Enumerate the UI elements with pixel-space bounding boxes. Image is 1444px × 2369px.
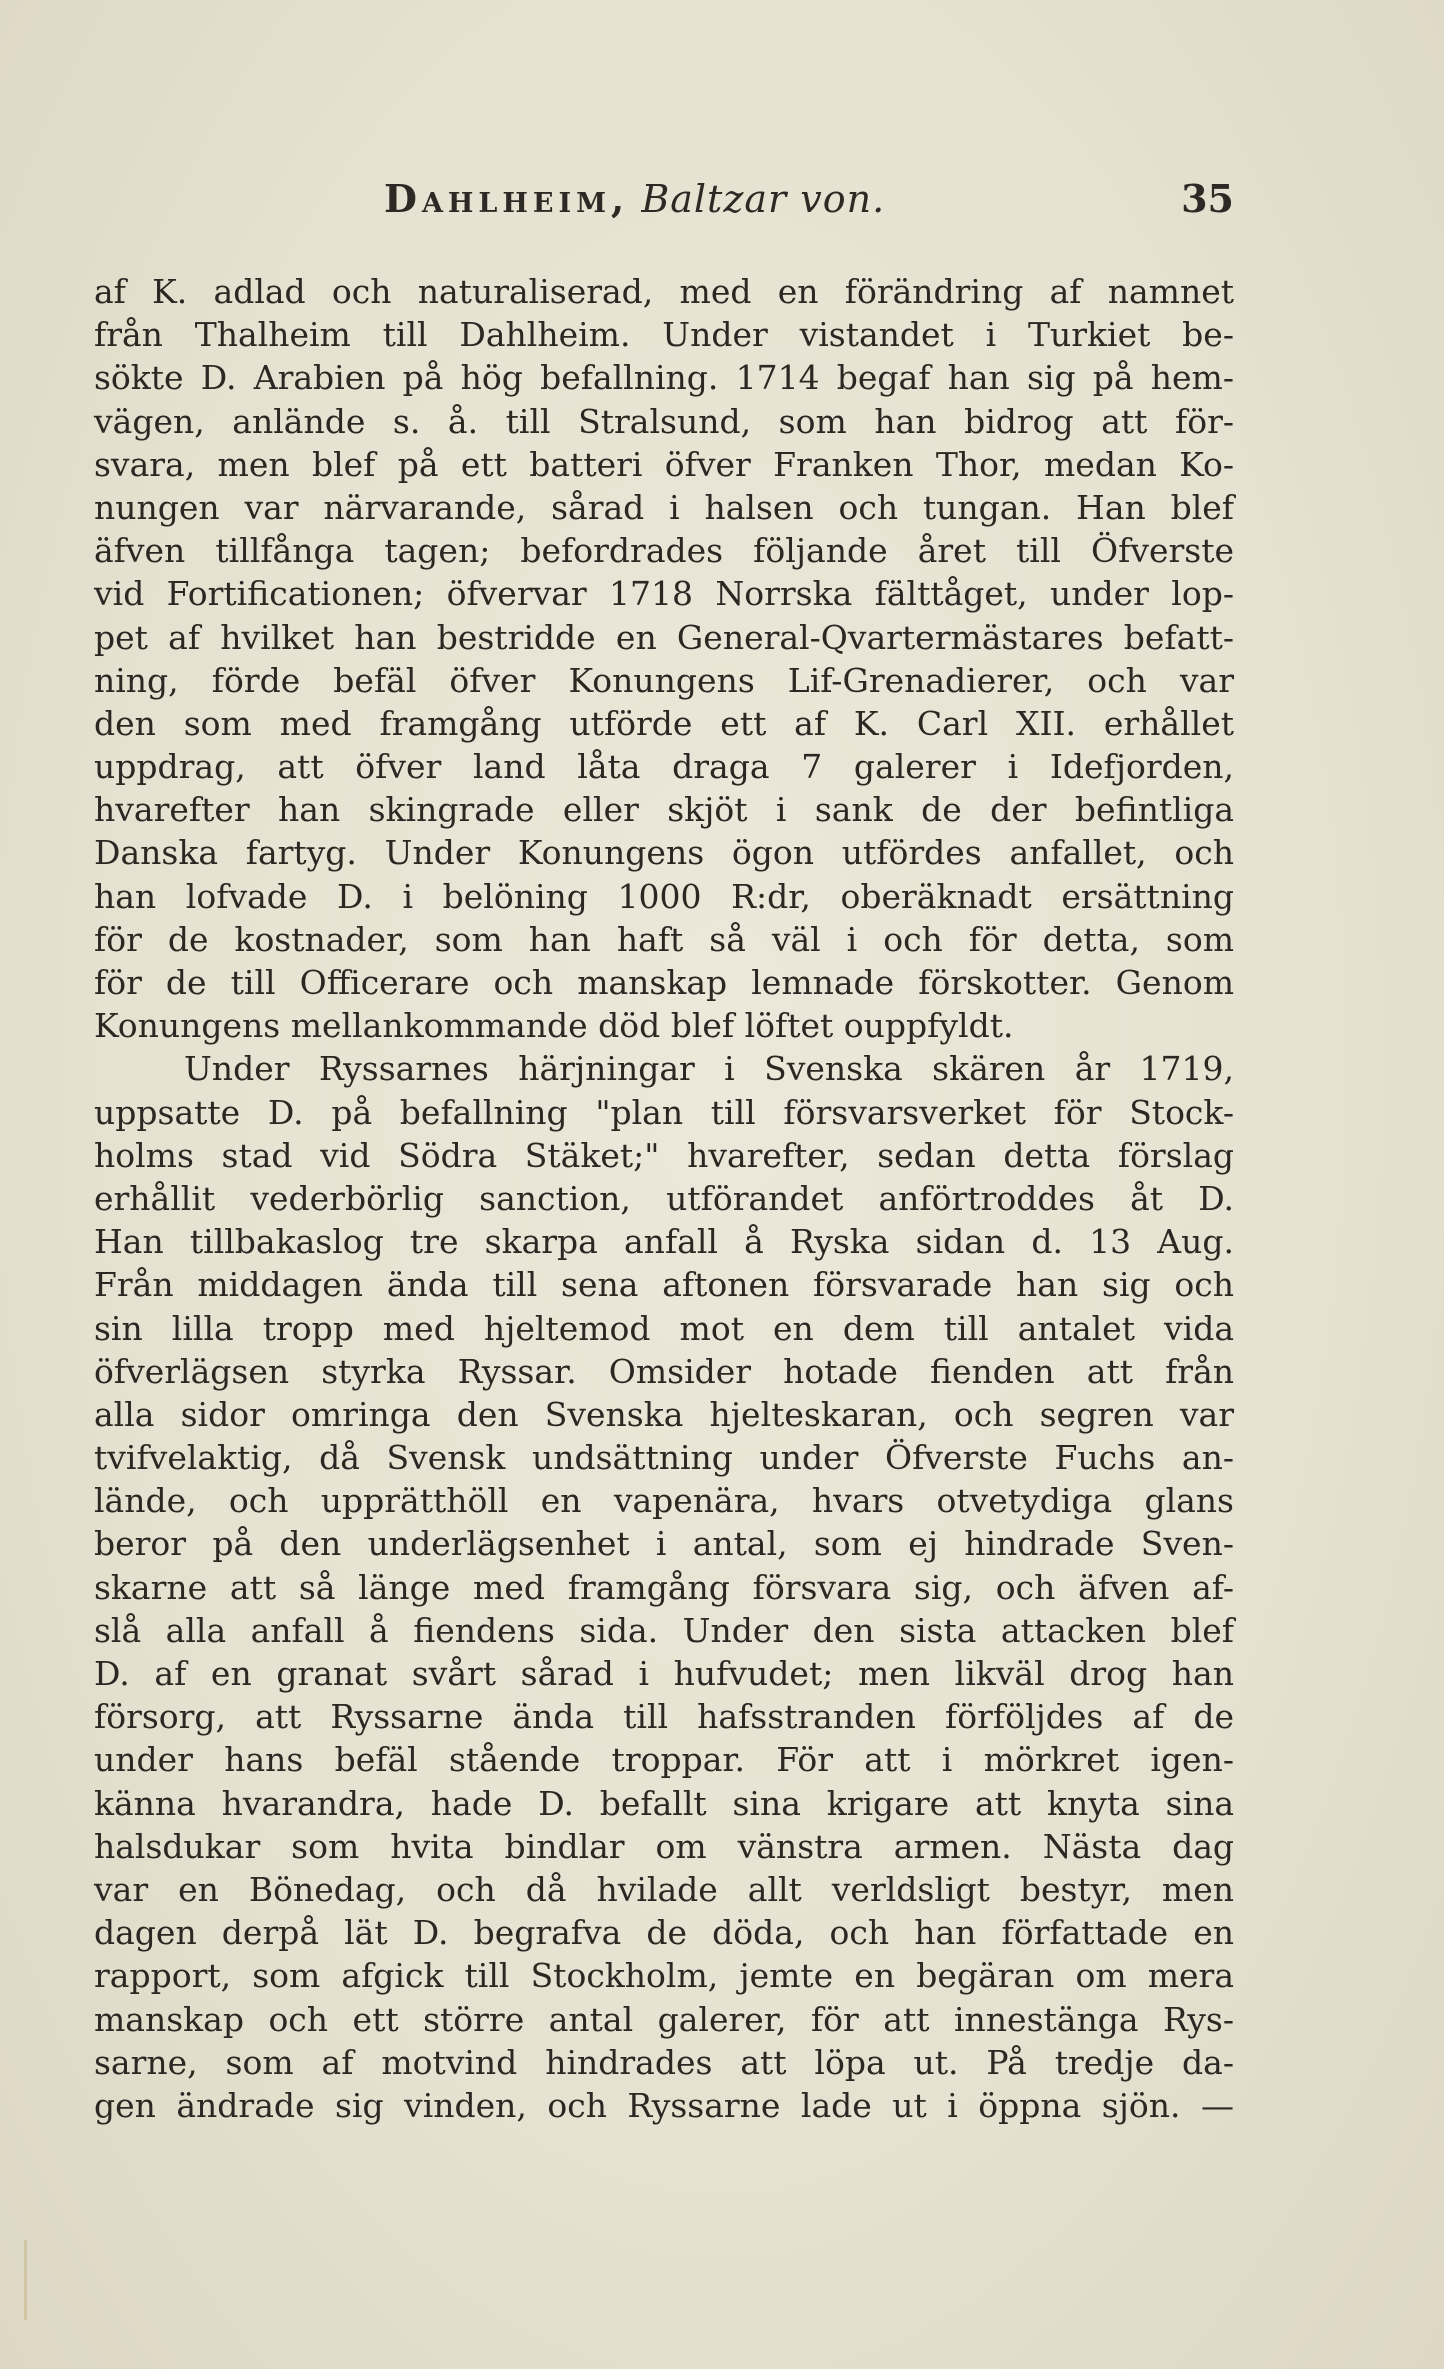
text-line: för de till Officerare och manskap lemnade förskotter. Genom bbox=[94, 963, 1234, 1002]
text-line: ning, förde befäl öfver Konungens Lif-Grenadierer, och var bbox=[94, 660, 1234, 700]
text-line: den som med framgång utförde ett af K. Carl XII. erhållet bbox=[94, 703, 1234, 743]
text-line: hvarefter han skingrade eller skjöt i sank de der befintliga bbox=[94, 790, 1234, 830]
text-line: pet af hvilket han bestridde en General-Qvartermästares befatt- bbox=[94, 617, 1234, 657]
text-line: uppdrag, att öfver land låta draga 7 galerer i Idefjorden, bbox=[94, 747, 1234, 787]
text-line: sarne, som af motvind hindrades att löpa ut. På tredje da- bbox=[94, 2042, 1234, 2082]
text-line: svara, men blef på ett batteri öfver Franken Thor, medan Ko- bbox=[94, 444, 1234, 484]
text-line: sökte D. Arabien på hög befallning. 1714 begaf han sig på hem- bbox=[94, 358, 1234, 398]
text-line: manskap och ett större antal galerer, för att innestänga Rys- bbox=[94, 1999, 1234, 2039]
text-line: slå alla anfall å fiendens sida. Under den sista attacken blef bbox=[94, 1610, 1234, 1650]
text-line: Konungens mellankommande död blef löftet ouppfyldt. bbox=[94, 1006, 1014, 1046]
text-line: skarne att så länge med framgång försvara sig, och äfven af- bbox=[94, 1567, 1234, 1607]
text-line: D. af en granat svårt sårad i hufvudet; men likväl drog han bbox=[94, 1654, 1234, 1693]
text-line: Han tillbakaslog tre skarpa anfall å Ryska sidan d. 13 Aug. bbox=[94, 1222, 1234, 1262]
text-line: beror på den underlägsenhet i antal, som ej hindrade Sven- bbox=[94, 1524, 1234, 1564]
text-line: halsdukar som hvita bindlar om vänstra armen. Nästa dag bbox=[94, 1826, 1234, 1866]
paper-stain bbox=[24, 2240, 27, 2320]
text-line: Under Ryssarnes härjningar i Svenska skären år 1719, bbox=[184, 1049, 1234, 1089]
text-line: af K. adlad och naturaliserad, med en förändring af namnet bbox=[94, 272, 1234, 311]
text-line: lände, och upprätthöll en vapenära, hvars otvetydiga glans bbox=[94, 1481, 1234, 1521]
running-head bbox=[384, 176, 885, 221]
text-line: holms stad vid Södra Stäket;" hvarefter, sedan detta förslag bbox=[94, 1135, 1234, 1175]
text-line: uppsatte D. på befallning "plan till försvarsverket för Stock- bbox=[94, 1092, 1234, 1132]
text-line: vid Fortificationen; öfvervar 1718 Norrska fälttåget, under lop- bbox=[94, 574, 1234, 614]
page-header bbox=[94, 176, 1234, 236]
text-line: under hans befäl stående troppar. För att i mörkret igen- bbox=[94, 1740, 1234, 1780]
text-line: rapport, som afgick till Stockholm, jemte en begäran om mera bbox=[94, 1956, 1234, 1996]
text-line: han lofvade D. i belöning 1000 R:dr, oberäknadt ersättning bbox=[94, 876, 1234, 916]
text-line: försorg, att Ryssarne ända till hafsstranden förföljdes af de bbox=[94, 1697, 1234, 1737]
text-line: Från middagen ända till sena aftonen försvarade han sig och bbox=[94, 1265, 1234, 1305]
text-line: tvifvelaktig, då Svensk undsättning under Öfverste Fuchs an- bbox=[94, 1438, 1234, 1478]
text-line: äfven tillfånga tagen; befordrades följande året till Öfverste bbox=[94, 531, 1234, 571]
text-line: alla sidor omringa den Svenska hjelteskaran, och segren var bbox=[94, 1394, 1234, 1434]
text-line: dagen derpå lät D. begrafva de döda, och han författade en bbox=[94, 1913, 1234, 1953]
text-line: Danska fartyg. Under Konungens ögon utfördes anfallet, och bbox=[94, 833, 1234, 873]
text-line: nungen var närvarande, sårad i halsen och tungan. Han blef bbox=[94, 487, 1234, 527]
text-line: från Thalheim till Dahlheim. Under vistandet i Turkiet be- bbox=[94, 315, 1234, 355]
page-number: 35 bbox=[1181, 176, 1234, 221]
text-line: för de kostnader, som han haft så väl i och för detta, som bbox=[94, 919, 1234, 959]
text-line: vägen, anlände s. å. till Stralsund, som han bidrog att för- bbox=[94, 401, 1234, 441]
text-line: gen ändrade sig vinden, och Ryssarne lade ut i öppna sjön. — bbox=[94, 2085, 1234, 2125]
text-line: var en Bönedag, och då hvilade allt verldsligt bestyr, men bbox=[94, 1869, 1234, 1909]
text-line: öfverlägsen styrka Ryssar. Omsider hotade fienden att från bbox=[94, 1351, 1234, 1391]
header-surname: Dahlheim, bbox=[384, 176, 630, 221]
header-given-name: Baltzar von. bbox=[641, 177, 886, 221]
text-line: erhållit vederbörlig sanction, utförandet anförtroddes åt D. bbox=[94, 1178, 1234, 1218]
body-text bbox=[94, 270, 1234, 2127]
text-line: sin lilla tropp med hjeltemod mot en dem till antalet vida bbox=[94, 1308, 1234, 1348]
text-line: känna hvarandra, hade D. befallt sina krigare att knyta sina bbox=[94, 1783, 1234, 1823]
